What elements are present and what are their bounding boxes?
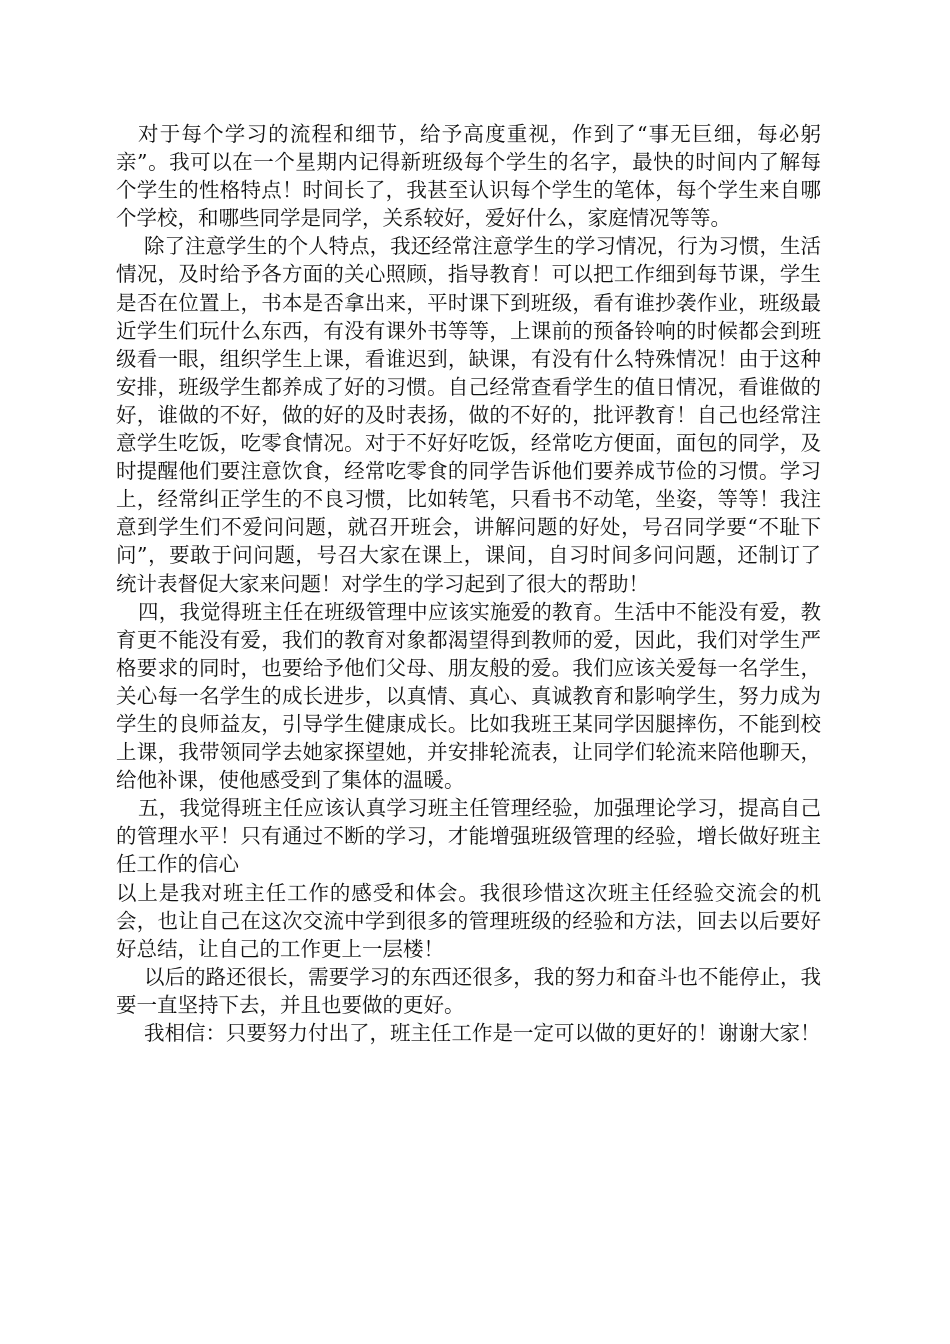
paragraph-future-effort: 以后的路还很长，需要学习的东西还很多，我的努力和奋斗也不能停止，我要一直坚持下去，并且也要做的更好。 [116,964,821,1017]
paragraph-point-five-learning: 五，我觉得班主任应该认真学习班主任管理经验，加强理论学习，提高自己的管理水平！只有通过不断的学习，才能增强班级管理的经验，增长做好班主任工作的信心 [116,796,821,877]
paragraph-point-four-love-education: 四，我觉得班主任在班级管理中应该实施爱的教育。生活中不能没有爱，教育更不能没有爱，我们的教育对象都渴望得到教师的爱，因此，我们对学生严格要求的同时，也要给予他们父母、朋友般的爱。我们应该关爱每一名学生，关心每一名学生的成长进步，以真情、真心、真诚教育和影响学生，努力成为学生的良师益友，引导学生健康成长。比如我班王某同学因腿摔伤，不能到校上课，我带领同学去她家探望她，并安排轮流表，让同学们轮流来陪他聊天，给他补课，使他感受到了集体的温暖。 [116,599,821,793]
paragraph-closing-thanks: 我相信：只要努力付出了，班主任工作是一定可以做的更好的！谢谢大家！ [144,1021,821,1045]
document-body [116,120,821,1047]
paragraph-attention-to-detail: 对于每个学习的流程和细节，给予高度重视，作到了“事无巨细，每必躬亲”。我可以在一个星期内记得新班级每个学生的名字，最快的时间内了解每个学生的性格特点！时间长了，我甚至认识每个学生的笔体，每个学生来自哪个学校，和哪些同学是同学，关系较好，爱好什么，家庭情况等等。 [116,122,821,231]
paragraph-summary: 以上是我对班主任工作的感受和体会。我很珍惜这次班主任经验交流会的机会，也让自己在这次交流中学到很多的管理班级的经验和方法，回去以后要好好总结，让自己的工作更上一层楼！ [116,880,821,961]
paragraph-student-habits: 除了注意学生的个人特点，我还经常注意学生的学习情况，行为习惯，生活情况，及时给予各方面的关心照顾，指导教育！可以把工作细到每节课，学生是否在位置上，书本是否拿出来，平时课下到班级，看有谁抄袭作业，班级最近学生们玩什么东西，有没有课外书等等，上课前的预备铃响的时候都会到班级看一眼，组织学生上课，看谁迟到，缺课，有没有什么特殊情况！由于这种安排，班级学生都养成了好的习惯。自己经常查看学生的值日情况，看谁做的好，谁做的不好，做的好的及时表扬，做的不好的，批评教育！自己也经常注意学生吃饭，吃零食情况。对于不好好吃饭，经常吃方便面，面包的同学，及时提醒他们要注意饮食，经常吃零食的同学告诉他们要养成节俭的习惯。学习上，经常纠正学生的不良习惯，比如转笔，只看书不动笔，坐姿，等等！我注意到学生们不爱问问题，就召开班会，讲解问题的好处，号召同学要“不耻下问”，要敢于问问题，号召大家在课上，课间，自习时间多问问题，还制订了统计表督促大家来问题！对学生的学习起到了很大的帮助！ [116,234,821,596]
